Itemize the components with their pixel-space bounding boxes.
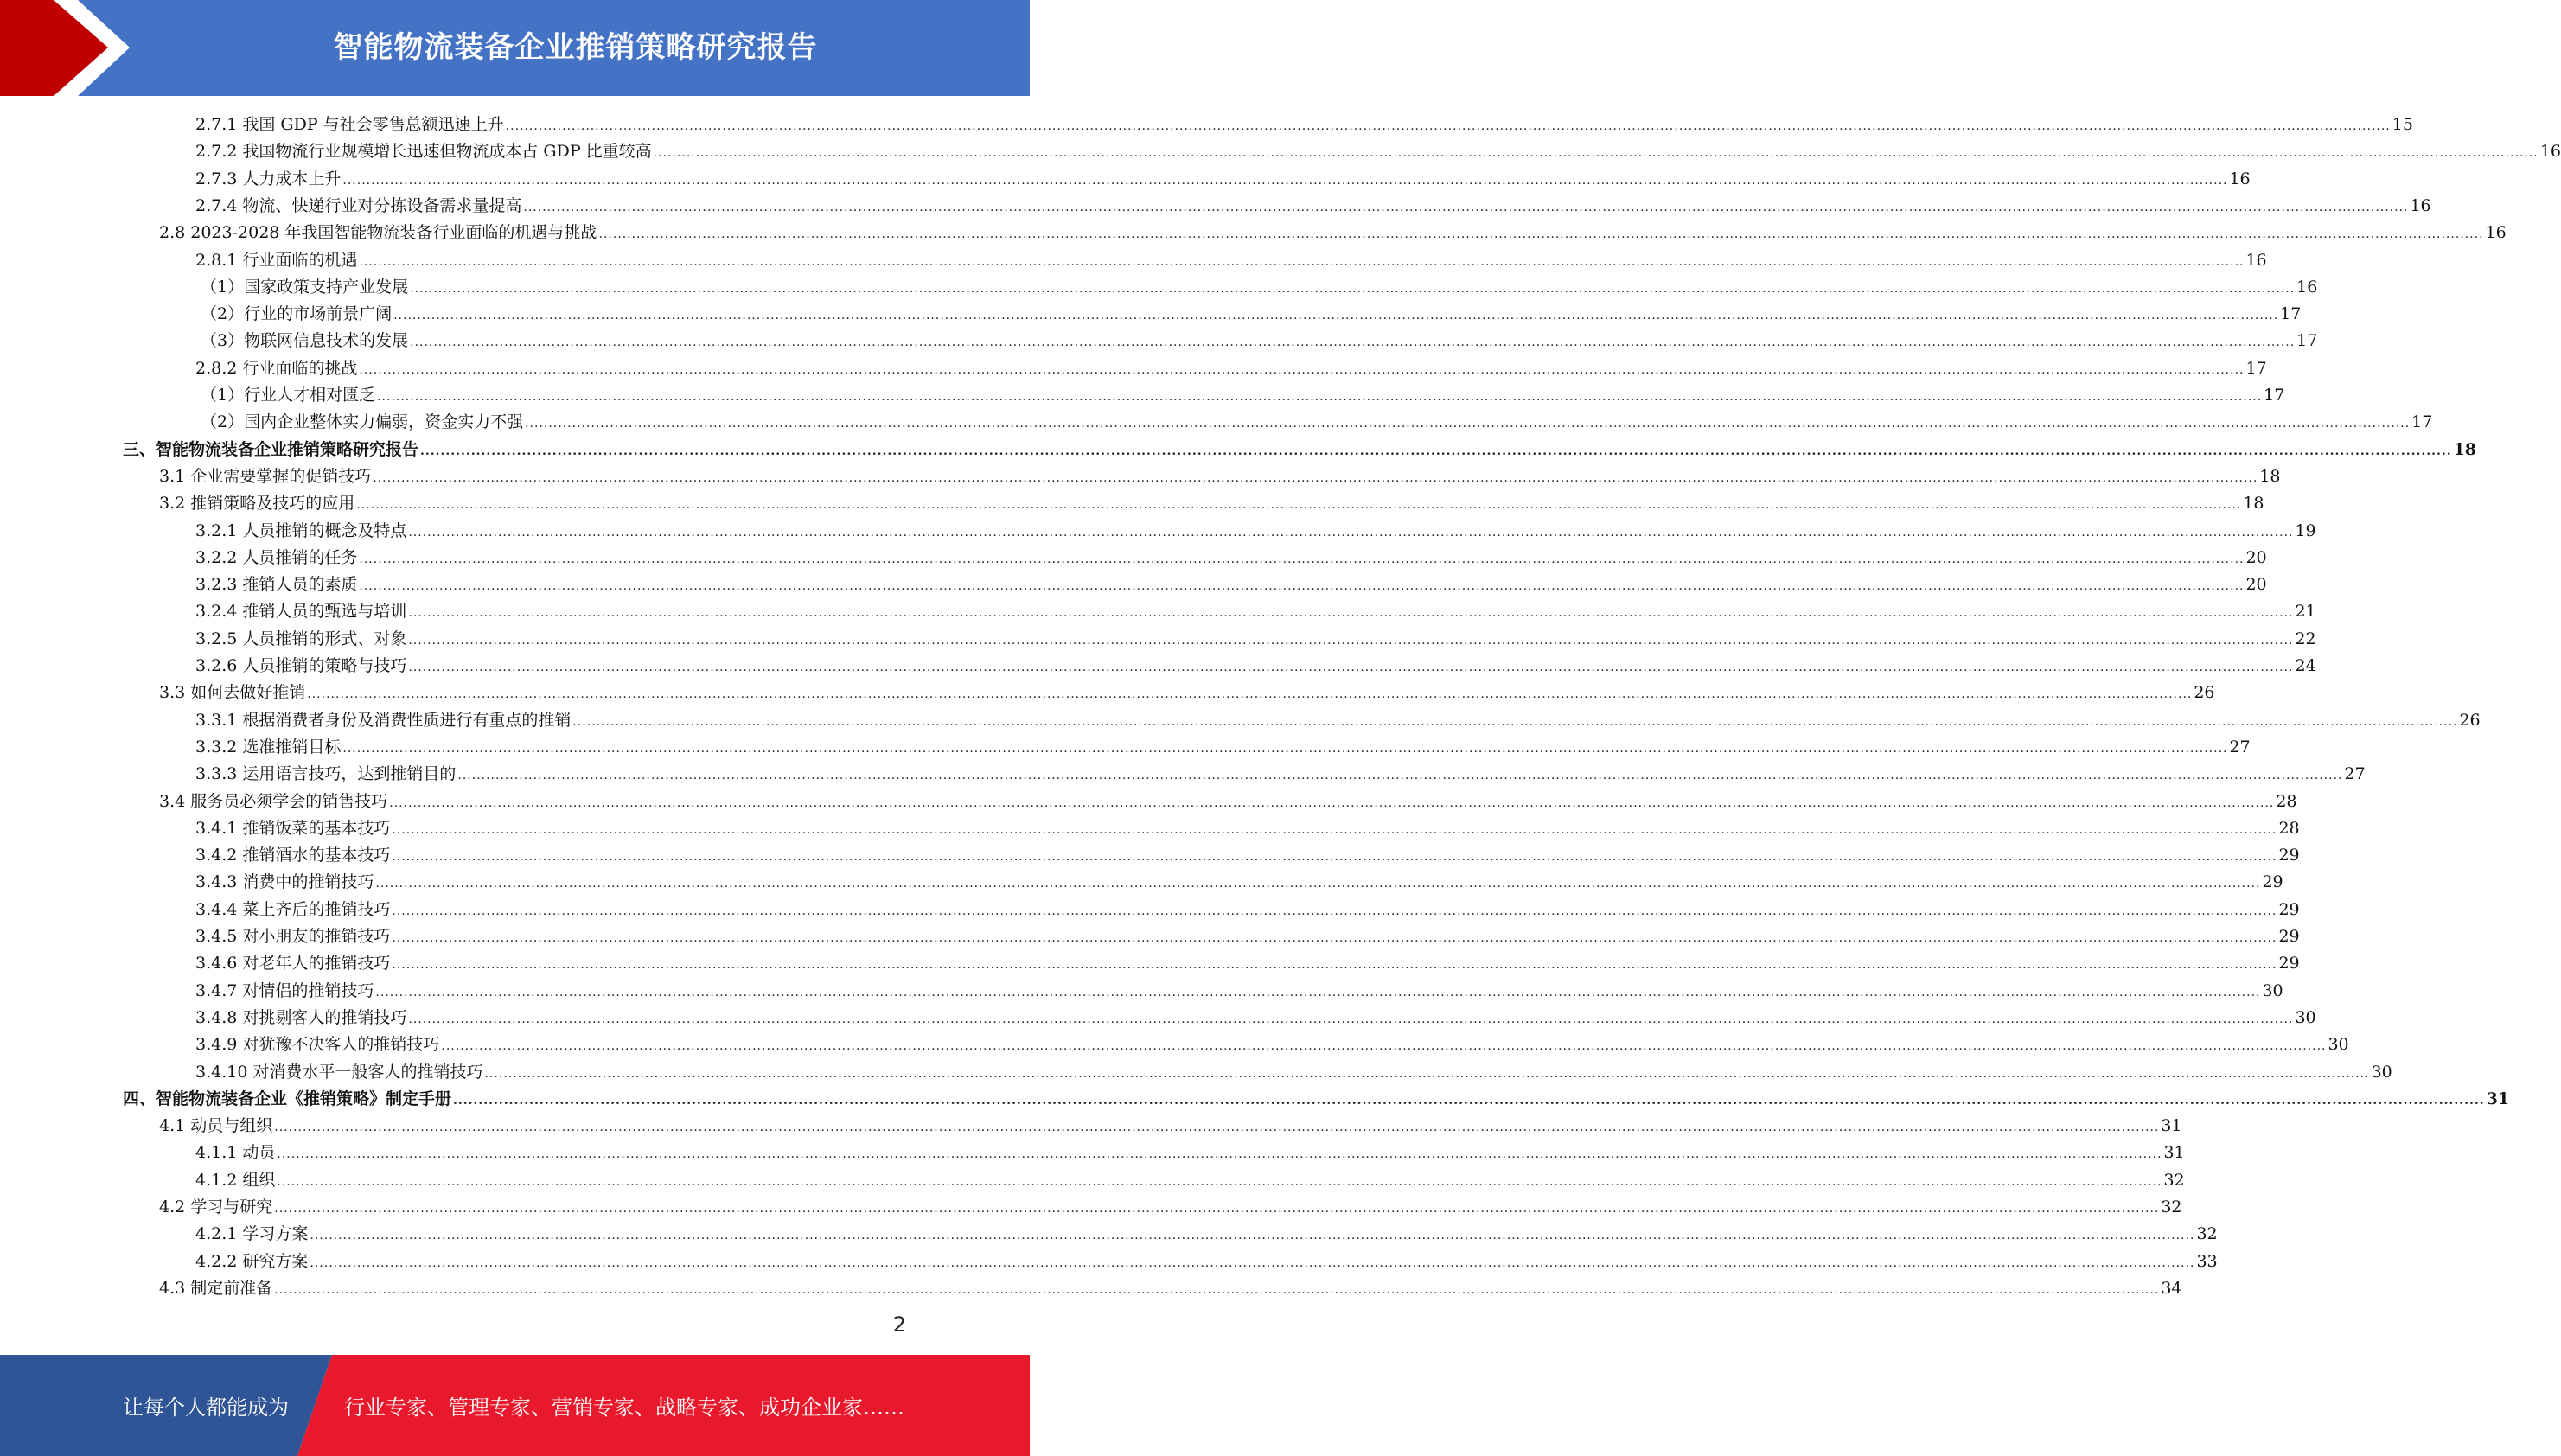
- toc-dot-leader: ................................................................................................................................................................................................................................................................................................................................................................................................................: [393, 309, 2279, 323]
- toc-entry-page: 29: [2278, 954, 2300, 974]
- toc-entry-page: 16: [2539, 142, 2561, 162]
- toc-dot-leader: ................................................................................................................................................................................................................................................................................................................................................................................................................: [525, 417, 2411, 431]
- toc-entry-title: 3.1 企业需要掌握的促销技巧: [159, 466, 372, 486]
- toc-entry-title: （2）行业的市场前景广阔: [201, 304, 393, 324]
- toc-entry-page: 16: [2296, 277, 2318, 297]
- toc-entry-page: 19: [2295, 520, 2316, 540]
- toc-entry-title: 4.2.1 学习方案: [195, 1224, 309, 1244]
- toc-entry-title: 3.4.7 对情侣的推销技巧: [195, 980, 374, 1000]
- toc-entry-title: 3.3.1 根据消费者身份及消费性质进行有重点的推销: [195, 710, 572, 730]
- toc-entry-page: 31: [2161, 1116, 2182, 1136]
- toc-entry-page: 32: [2161, 1197, 2182, 1217]
- toc-entry-title: 3.2.3 推销人员的素质: [195, 575, 358, 595]
- toc-dot-leader: ................................................................................................................................................................................................................................................................................................................................................................................................................: [307, 687, 2193, 702]
- toc-entry-page: 26: [2459, 710, 2481, 730]
- toc-dot-leader: ................................................................................................................................................................................................................................................................................................................................................................................................................: [373, 470, 2258, 485]
- toc-dot-leader: ................................................................................................................................................................................................................................................................................................................................................................................................................: [392, 850, 2277, 865]
- toc-entry-title: 4.2.2 研究方案: [195, 1251, 309, 1271]
- toc-entry[interactable]: [195, 705, 2481, 731]
- toc-entry-title: 3.2 推销策略及技巧的应用: [159, 494, 355, 514]
- toc-entry[interactable]: [195, 1137, 2185, 1163]
- toc-dot-leader: ................................................................................................................................................................................................................................................................................................................................................................................................................: [359, 579, 2245, 594]
- toc-entry-title: 2.8.2 行业面临的挑战: [195, 358, 358, 378]
- footer-slogan-right: 行业专家、管理专家、营销专家、战略专家、成功企业家……: [344, 1395, 904, 1420]
- toc-entry-title: 3.3.3 运用语言技巧，达到推销目的: [195, 764, 457, 784]
- toc-entry-page: 31: [2163, 1143, 2185, 1163]
- toc-entry[interactable]: [195, 353, 2267, 379]
- toc-entry-page: 22: [2295, 629, 2316, 648]
- toc-dot-leader: ................................................................................................................................................................................................................................................................................................................................................................................................................: [420, 444, 2452, 458]
- toc-entry-page: 29: [2262, 872, 2283, 892]
- toc-entry-title: 4.3 制定前准备: [159, 1278, 273, 1298]
- toc-entry-page: 28: [2276, 791, 2297, 811]
- toc-entry[interactable]: [195, 623, 2316, 649]
- toc-entry-page: 29: [2278, 846, 2300, 865]
- toc-dot-leader: ................................................................................................................................................................................................................................................................................................................................................................................................................: [277, 1147, 2162, 1162]
- toc-entry[interactable]: [159, 786, 2297, 812]
- toc-dot-leader: ................................................................................................................................................................................................................................................................................................................................................................................................................: [277, 1174, 2162, 1189]
- toc-dot-leader: ................................................................................................................................................................................................................................................................................................................................................................................................................: [310, 1229, 2195, 1243]
- toc-entry-title: 三、智能物流装备企业推销策略研究报告: [123, 439, 419, 459]
- toc-entry-title: 3.3 如何去做好推销: [159, 683, 306, 703]
- toc-entry-page: 30: [2295, 1007, 2316, 1027]
- toc-entry-page: 16: [2410, 195, 2431, 215]
- page-header: [0, 0, 1030, 96]
- toc-entry-title: 3.4.10 对消费水平一般客人的推销技巧: [195, 1062, 483, 1082]
- toc-entry[interactable]: [195, 975, 2283, 1001]
- toc-entry-page: 34: [2161, 1278, 2182, 1298]
- toc-dot-leader: ................................................................................................................................................................................................................................................................................................................................................................................................................: [359, 254, 2245, 269]
- toc-entry-title: 2.7.2 我国物流行业规模增长迅速但物流成本占 GDP 比重较高: [195, 142, 652, 162]
- toc-entry-page: 17: [2411, 412, 2433, 432]
- toc-entry-title: 2.7.3 人力成本上升: [195, 169, 342, 188]
- toc-entry-page: 30: [2262, 980, 2283, 1000]
- toc-entry[interactable]: [195, 515, 2316, 541]
- toc-entry[interactable]: [195, 921, 2300, 947]
- toc-entry-title: 3.3.2 选准推销目标: [195, 737, 342, 757]
- toc-entry[interactable]: [201, 298, 2302, 324]
- toc-entry[interactable]: [159, 1110, 2182, 1136]
- header-arrow-decoration: [0, 0, 130, 96]
- toc-entry[interactable]: [195, 1165, 2185, 1191]
- toc-entry[interactable]: [201, 325, 2318, 351]
- toc-entry-page: 21: [2295, 602, 2316, 622]
- toc-entry[interactable]: [195, 596, 2316, 622]
- toc-entry-title: （1）国家政策支持产业发展: [201, 277, 409, 297]
- toc-entry-page: 17: [2245, 358, 2267, 378]
- toc-dot-leader: ................................................................................................................................................................................................................................................................................................................................................................................................................: [453, 1093, 2485, 1108]
- toc-entry-page: 32: [2196, 1224, 2218, 1244]
- toc-entry-page: 20: [2245, 547, 2267, 567]
- toc-entry-page: 17: [2264, 386, 2285, 405]
- toc-entry[interactable]: [195, 813, 2300, 839]
- toc-entry-page: 26: [2194, 683, 2215, 703]
- toc-entry-title: 3.4.4 菜上齐后的推销技巧: [195, 899, 391, 919]
- toc-entry-page: 18: [2243, 494, 2264, 514]
- toc-dot-leader: ................................................................................................................................................................................................................................................................................................................................................................................................................: [359, 552, 2245, 566]
- toc-entry[interactable]: [195, 650, 2316, 676]
- page-footer: [0, 1355, 1030, 1456]
- toc-dot-leader: ................................................................................................................................................................................................................................................................................................................................................................................................................: [572, 714, 2458, 729]
- toc-dot-leader: ................................................................................................................................................................................................................................................................................................................................................................................................................: [274, 1121, 2160, 1135]
- toc-entry[interactable]: [195, 1057, 2392, 1082]
- toc-dot-leader: ................................................................................................................................................................................................................................................................................................................................................................................................................: [342, 173, 2228, 188]
- toc-entry[interactable]: [159, 488, 2264, 514]
- toc-entry[interactable]: [201, 406, 2433, 432]
- toc-entry-title: 3.2.1 人员推销的概念及特点: [195, 520, 407, 540]
- toc-entry-page: 30: [2328, 1035, 2349, 1055]
- toc-dot-leader: ................................................................................................................................................................................................................................................................................................................................................................................................................: [274, 1202, 2160, 1216]
- toc-entry-page: 15: [2392, 115, 2413, 134]
- toc-entry[interactable]: [159, 461, 2281, 487]
- toc-entry-page: 27: [2344, 764, 2366, 784]
- toc-entry[interactable]: [195, 190, 2431, 216]
- toc-entry[interactable]: [195, 542, 2267, 568]
- toc-entry-title: 3.2.5 人员推销的形式、对象: [195, 629, 407, 648]
- toc-entry[interactable]: [195, 1218, 2218, 1244]
- toc-entry[interactable]: [159, 1191, 2182, 1217]
- toc-entry[interactable]: [201, 271, 2318, 297]
- toc-entry[interactable]: [195, 840, 2300, 865]
- toc-entry[interactable]: [195, 758, 2366, 784]
- toc-dot-leader: ................................................................................................................................................................................................................................................................................................................................................................................................................: [274, 1282, 2160, 1297]
- toc-dot-leader: ................................................................................................................................................................................................................................................................................................................................................................................................................: [408, 606, 2294, 621]
- toc-entry-page: 24: [2295, 656, 2316, 675]
- toc-entry-title: 4.2 学习与研究: [159, 1197, 273, 1217]
- toc-entry[interactable]: [195, 136, 2561, 162]
- toc-dot-leader: ................................................................................................................................................................................................................................................................................................................................................................................................................: [653, 146, 2539, 161]
- toc-dot-leader: ................................................................................................................................................................................................................................................................................................................................................................................................................: [392, 822, 2277, 837]
- toc-entry-title: 4.1.1 动员: [195, 1143, 276, 1163]
- toc-dot-leader: ................................................................................................................................................................................................................................................................................................................................................................................................................: [375, 877, 2261, 891]
- toc-entry-page: 31: [2486, 1089, 2510, 1108]
- toc-entry[interactable]: [159, 217, 2507, 243]
- toc-entry-title: 3.4.9 对犹豫不决客人的推销技巧: [195, 1035, 440, 1055]
- toc-entry-title: （2）国内企业整体实力偏弱，资金实力不强: [201, 412, 524, 432]
- toc-entry[interactable]: [195, 163, 2251, 189]
- toc-entry-title: 3.4 服务员必须学会的销售技巧: [159, 791, 388, 811]
- toc-entry-page: 20: [2245, 575, 2267, 595]
- toc-dot-leader: ................................................................................................................................................................................................................................................................................................................................................................................................................: [441, 1039, 2327, 1054]
- toc-entry-page: 18: [2453, 439, 2477, 459]
- toc-entry-title: 4.1 动员与组织: [159, 1116, 273, 1136]
- toc-entry-page: 16: [2245, 250, 2267, 270]
- toc-entry-title: （3）物联网信息技术的发展: [201, 331, 409, 351]
- toc-entry-title: 3.2.4 推销人员的甄选与培训: [195, 602, 407, 622]
- toc-entry-title: 3.4.5 对小朋友的推销技巧: [195, 927, 391, 946]
- toc-entry-page: 30: [2371, 1062, 2392, 1082]
- page-number: 2: [892, 1312, 906, 1337]
- toc-entry-page: 29: [2278, 899, 2300, 919]
- toc-entry[interactable]: [195, 731, 2251, 757]
- toc-entry[interactable]: [195, 245, 2267, 271]
- toc-entry-title: 3.4.1 推销饭菜的基本技巧: [195, 818, 391, 838]
- toc-dot-leader: ................................................................................................................................................................................................................................................................................................................................................................................................................: [310, 1255, 2195, 1270]
- toc-dot-leader: ................................................................................................................................................................................................................................................................................................................................................................................................................: [408, 661, 2294, 674]
- toc-entry[interactable]: [195, 894, 2300, 920]
- toc-entry-title: 3.2.6 人员推销的策略与技巧: [195, 656, 407, 675]
- toc-entry[interactable]: [195, 948, 2300, 974]
- toc-entry-page: 18: [2259, 466, 2281, 486]
- toc-entry-title: 四、智能物流装备企业《推销策略》制定手册: [123, 1089, 452, 1108]
- toc-entry[interactable]: [159, 677, 2215, 703]
- toc-dot-leader: ................................................................................................................................................................................................................................................................................................................................................................................................................: [389, 795, 2275, 810]
- toc-entry[interactable]: [195, 1029, 2349, 1055]
- toc-entry-page: 16: [2485, 223, 2507, 243]
- toc-entry-page: 32: [2163, 1170, 2185, 1190]
- toc-dot-leader: ................................................................................................................................................................................................................................................................................................................................................................................................................: [359, 362, 2245, 377]
- toc-entry-page: 33: [2196, 1251, 2218, 1271]
- toc-entry-page: 16: [2229, 169, 2251, 188]
- toc-entry-title: 3.4.3 消费中的推销技巧: [195, 872, 374, 892]
- toc-entry[interactable]: [195, 866, 2283, 892]
- toc-entry-title: 3.4.6 对老年人的推销技巧: [195, 954, 391, 974]
- toc-entry-title: 3.2.2 人员推销的任务: [195, 547, 358, 567]
- toc-entry-title: 3.4.8 对挑剔客人的推销技巧: [195, 1007, 407, 1027]
- toc-dot-leader: ................................................................................................................................................................................................................................................................................................................................................................................................................: [408, 525, 2294, 540]
- toc-entry-title: 2.7.1 我国 GDP 与社会零售总额迅速上升: [195, 115, 504, 134]
- toc-entry-page: 17: [2296, 331, 2318, 351]
- toc-dot-leader: ................................................................................................................................................................................................................................................................................................................................................................................................................: [505, 119, 2391, 133]
- document-title: 智能物流装备企业推销策略研究报告: [333, 30, 818, 65]
- toc-dot-leader: ................................................................................................................................................................................................................................................................................................................................................................................................................: [598, 227, 2484, 242]
- footer-slogan-left: 让每个人都能成为: [123, 1395, 289, 1420]
- toc-dot-leader: ................................................................................................................................................................................................................................................................................................................................................................................................................: [408, 633, 2294, 648]
- toc-dot-leader: ................................................................................................................................................................................................................................................................................................................................................................................................................: [523, 200, 2409, 214]
- toc-dot-leader: ................................................................................................................................................................................................................................................................................................................................................................................................................: [392, 904, 2277, 918]
- toc-entry[interactable]: [123, 434, 2477, 460]
- toc-dot-leader: ................................................................................................................................................................................................................................................................................................................................................................................................................: [457, 769, 2343, 783]
- toc-dot-leader: ................................................................................................................................................................................................................................................................................................................................................................................................................: [484, 1066, 2370, 1081]
- toc-entry-page: 27: [2229, 737, 2251, 757]
- toc-dot-leader: ................................................................................................................................................................................................................................................................................................................................................................................................................: [392, 958, 2277, 973]
- toc-entry-title: （1）行业人才相对匮乏: [201, 386, 376, 405]
- toc-dot-leader: ................................................................................................................................................................................................................................................................................................................................................................................................................: [410, 281, 2296, 296]
- toc-entry-page: 17: [2280, 304, 2302, 324]
- toc-entry-title: 3.4.2 推销酒水的基本技巧: [195, 846, 391, 865]
- toc-entry[interactable]: [123, 1083, 2510, 1109]
- toc-dot-leader: ................................................................................................................................................................................................................................................................................................................................................................................................................: [408, 1012, 2294, 1026]
- toc-entry[interactable]: [195, 1246, 2218, 1272]
- toc-dot-leader: ................................................................................................................................................................................................................................................................................................................................................................................................................: [392, 931, 2277, 945]
- toc-entry-page: 29: [2278, 927, 2300, 946]
- toc-entry-page: 28: [2278, 818, 2300, 838]
- toc-entry-title: 4.1.2 组织: [195, 1170, 276, 1190]
- toc-dot-leader: ................................................................................................................................................................................................................................................................................................................................................................................................................: [377, 390, 2263, 404]
- toc-entry[interactable]: [201, 380, 2285, 406]
- toc-dot-leader: ................................................................................................................................................................................................................................................................................................................................................................................................................: [356, 498, 2242, 513]
- toc-dot-leader: ................................................................................................................................................................................................................................................................................................................................................................................................................: [342, 741, 2228, 756]
- toc-dot-leader: ................................................................................................................................................................................................................................................................................................................................................................................................................: [375, 985, 2261, 999]
- toc-entry-title: 2.7.4 物流、快递行业对分拣设备需求量提高: [195, 195, 522, 215]
- toc-entry[interactable]: [195, 109, 2413, 135]
- toc-entry[interactable]: [195, 1002, 2316, 1028]
- toc-entry[interactable]: [159, 1273, 2182, 1299]
- toc-entry-title: 2.8 2023-2028 年我国智能物流装备行业面临的机遇与挑战: [159, 223, 597, 243]
- toc-entry-title: 2.8.1 行业面临的机遇: [195, 250, 358, 270]
- toc-dot-leader: ................................................................................................................................................................................................................................................................................................................................................................................................................: [410, 335, 2296, 350]
- toc-entry[interactable]: [195, 569, 2267, 595]
